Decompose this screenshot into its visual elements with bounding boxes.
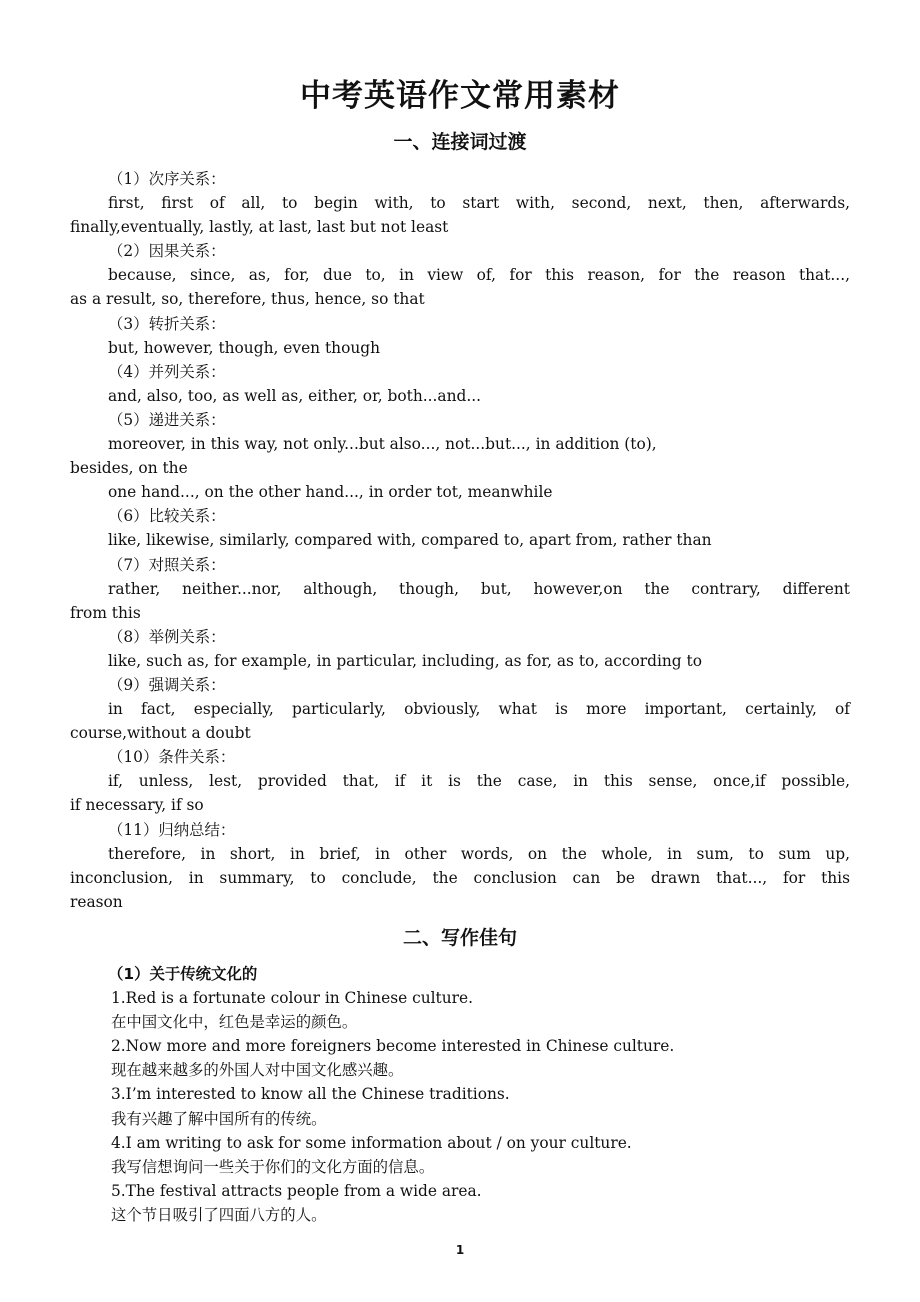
example-sentence: 2.Now more and more foreigners become interested in Chinese culture. [111,1037,675,1056]
example-sentence: 1.Red is a fortunate colour in Chinese culture. [111,989,473,1008]
category-label: （1）次序关系： [108,170,226,188]
connective-line: but, however, though, even though [108,338,381,357]
section-heading-connectives: 一、连接词过渡 [393,131,527,153]
connective-line: reason [70,892,123,911]
example-sentence: 5.The festival attracts people from a wide area. [111,1181,482,1200]
connective-line: one hand..., on the other hand..., in order tot, meanwhile [108,483,553,502]
connective-line: from this [70,603,141,622]
category-label: （11）归纳总结： [108,820,236,839]
connective-line: finally,eventually, lastly, at last, last but not least [70,218,449,237]
category-label: （8）举例关系： [108,627,226,646]
sentence-translation: 现在越来越多的外国人对中国文化感兴趣。 [111,1061,404,1080]
sentences-list [70,962,850,1227]
connective-line: as a result, so, therefore, thus, hence, so that [70,290,425,309]
connective-line: rather, neither...nor, although, though, but, however,on the contrary, different [108,579,850,598]
example-sentence: 3.I’m interested to know all the Chinese traditions. [111,1085,510,1104]
connective-line: and, also, too, as well as, either, or, both...and... [108,386,482,405]
category-label: （7）对照关系： [108,555,226,574]
section-heading-sentences: 二、写作佳句 [402,927,517,949]
sentence-translation: 在中国文化中，红色是幸运的颜色。 [111,1013,358,1032]
category-label: （5）递进关系： [108,410,226,429]
sentence-translation: 这个节日吸引了四面八方的人。 [111,1205,327,1224]
sentence-translation: 我有兴趣了解中国所有的传统。 [111,1109,327,1128]
connective-line: moreover, in this way, not only...but also..., not...but..., in addition (to), [108,435,657,454]
category-label: （9）强调关系： [108,675,226,694]
category-label: （3）转折关系： [108,314,226,333]
connectives-list [70,167,850,914]
page-title: 中考英语作文常用素材 [300,78,620,114]
example-sentence: 4.I am writing to ask for some information about / on your culture. [111,1133,632,1152]
connective-line: therefore, in short, in brief, in other words, on the whole, in sum, to sum up, [108,844,850,863]
category-label: （10）条件关系： [108,748,236,767]
category-label: （2）因果关系： [108,242,226,261]
page-number: 1 [455,1243,465,1257]
connective-line: first, first of all, to begin with, to start with, second, next, then, afterwards, [108,194,850,213]
category-label: （4）并列关系： [108,362,226,381]
connective-line: course,without a doubt [70,724,251,743]
connective-line: if necessary, if so [70,796,204,815]
connective-line: besides, on the [70,459,188,478]
connective-line: inconclusion, in summary, to conclude, the conclusion can be drawn that..., for this [70,868,850,887]
sentence-translation: 我写信想询问一些关于你们的文化方面的信息。 [111,1157,435,1176]
connective-line: because, since, as, for, due to, in view of, for this reason, for the reason that..., [108,266,850,285]
category-label: （6）比较关系： [108,507,226,526]
connective-line: like, likewise, similarly, compared with, compared to, apart from, rather than [108,531,712,550]
connective-line: like, such as, for example, in particular, including, as for, as to, according to [108,651,703,670]
connective-line: in fact, especially, particularly, obviously, what is more important, certainly, of [108,700,850,719]
subsection-heading: （1）关于传统文化的 [108,965,258,983]
connective-line: if, unless, lest, provided that, if it is the case, in this sense, once,if possible, [108,772,850,791]
